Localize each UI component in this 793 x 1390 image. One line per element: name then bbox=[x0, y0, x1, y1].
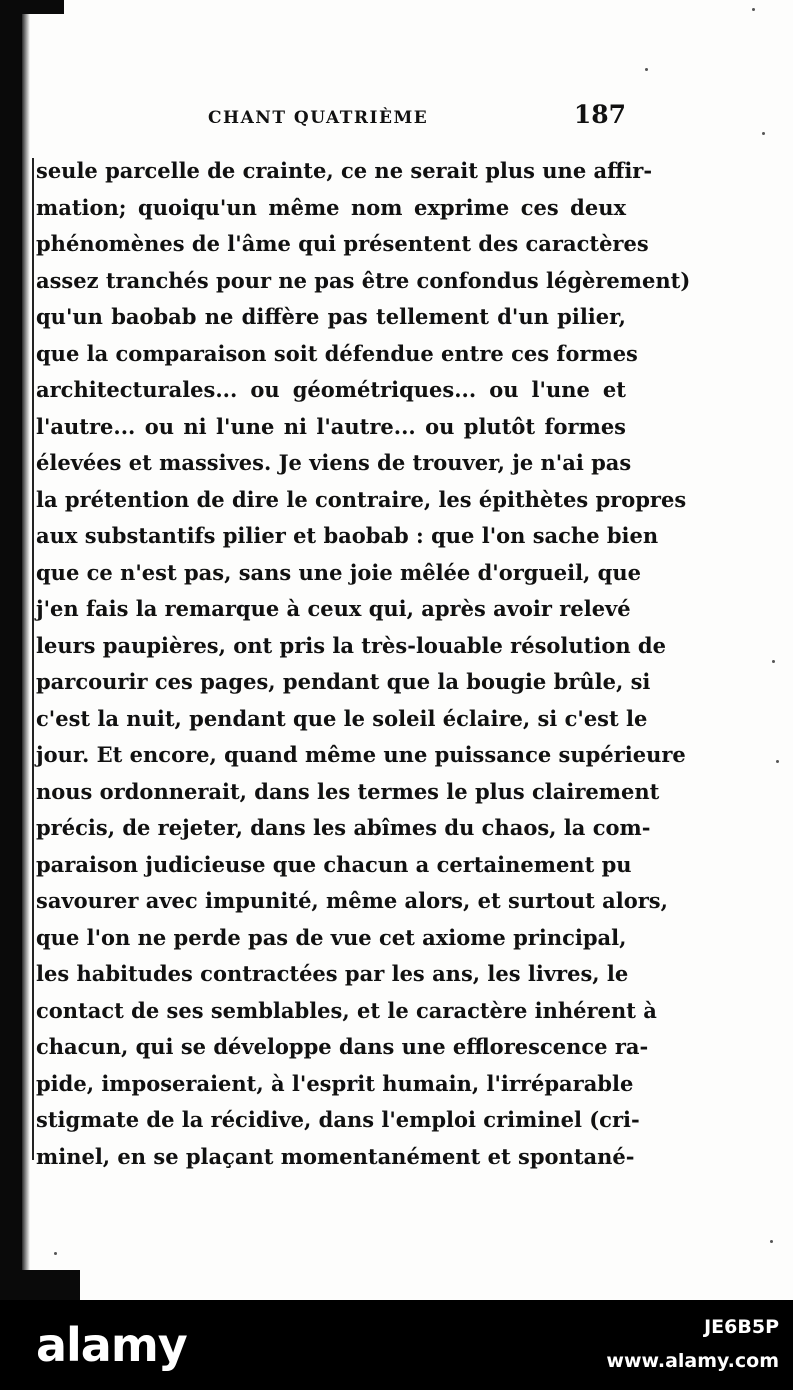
binding-top-corner bbox=[0, 0, 64, 14]
text-line: architecturales... ou géométriques... ou l'une et bbox=[36, 377, 626, 402]
text-line: que la comparaison soit défendue entre ces formes bbox=[36, 340, 638, 366]
text-line: élevées et massives. Je viens de trouver, je n'ai pas bbox=[36, 450, 632, 475]
text-line: seule parcelle de crainte, ce ne serait plus une affir- bbox=[36, 158, 653, 183]
text-line: contact de ses semblables, et le caractère inhérent à bbox=[36, 997, 657, 1023]
paper-speck bbox=[776, 760, 779, 763]
text-line: jour. Et encore, quand même une puissance supérieure bbox=[36, 742, 686, 767]
binding-shadow bbox=[22, 14, 30, 1294]
text-line: assez tranchés pour ne pas être confondus légèrement) bbox=[36, 267, 691, 293]
text-line: pide, imposeraient, à l'esprit humain, l'irréparable bbox=[36, 1070, 634, 1096]
watermark-site: www.alamy.com bbox=[606, 1350, 779, 1372]
margin-rule bbox=[32, 158, 34, 1160]
text-line: mation; quoiqu'un même nom exprime ces deux bbox=[36, 194, 626, 220]
page-number: 187 bbox=[573, 100, 626, 129]
paper-speck bbox=[772, 660, 775, 663]
text-line: stigmate de la récidive, dans l'emploi criminel (cri- bbox=[36, 1107, 640, 1132]
text-line: paraison judicieuse que chacun a certainement pu bbox=[36, 851, 632, 877]
text-line: nous ordonnerait, dans les termes le plus clairement bbox=[36, 778, 660, 804]
body-text bbox=[36, 153, 691, 1175]
binding-foot-corner bbox=[0, 1270, 80, 1300]
paper-speck bbox=[645, 68, 648, 71]
paper-speck bbox=[770, 1240, 773, 1243]
watermark-logo: alamy bbox=[36, 1318, 187, 1372]
text-line: les habitudes contractées par les ans, les livres, le bbox=[36, 961, 629, 986]
text-line: phénomènes de l'âme qui présentent des caractères bbox=[36, 231, 649, 256]
text-line: l'autre... ou ni l'une ni l'autre... ou plutôt formes bbox=[36, 413, 626, 439]
page-header bbox=[36, 100, 626, 132]
text-line: aux substantifs pilier et baobab : que l'on sache bien bbox=[36, 523, 659, 548]
text-line: j'en fais la remarque à ceux qui, après avoir relevé bbox=[36, 596, 631, 621]
paper-speck bbox=[762, 132, 765, 135]
running-title: CHANT QUATRIÈME bbox=[208, 108, 429, 128]
binding-edge bbox=[0, 0, 22, 1300]
text-line: chacun, qui se développe dans une efflorescence ra- bbox=[36, 1034, 649, 1059]
text-line: précis, de rejeter, dans les abîmes du chaos, la com- bbox=[36, 815, 651, 840]
text-line: leurs paupières, ont pris la très-louable résolution de bbox=[36, 632, 666, 658]
text-line: minel, en se plaçant momentanément et spontané- bbox=[36, 1143, 635, 1169]
text-line: qu'un baobab ne diffère pas tellement d'un pilier, bbox=[36, 304, 626, 329]
text-line: que l'on ne perde pas de vue cet axiome principal, bbox=[36, 924, 627, 950]
paper-speck bbox=[54, 1252, 57, 1255]
paper-speck bbox=[752, 8, 755, 11]
text-line: la prétention de dire le contraire, les épithètes propres bbox=[36, 486, 687, 512]
text-line: c'est la nuit, pendant que le soleil éclaire, si c'est le bbox=[36, 705, 648, 731]
text-line: parcourir ces pages, pendant que la bougie brûle, si bbox=[36, 669, 651, 694]
text-line: que ce n'est pas, sans une joie mêlée d'orgueil, que bbox=[36, 559, 641, 585]
image-id: JE6B5P bbox=[704, 1316, 779, 1338]
text-line: savourer avec impunité, même alors, et surtout alors, bbox=[36, 888, 668, 913]
